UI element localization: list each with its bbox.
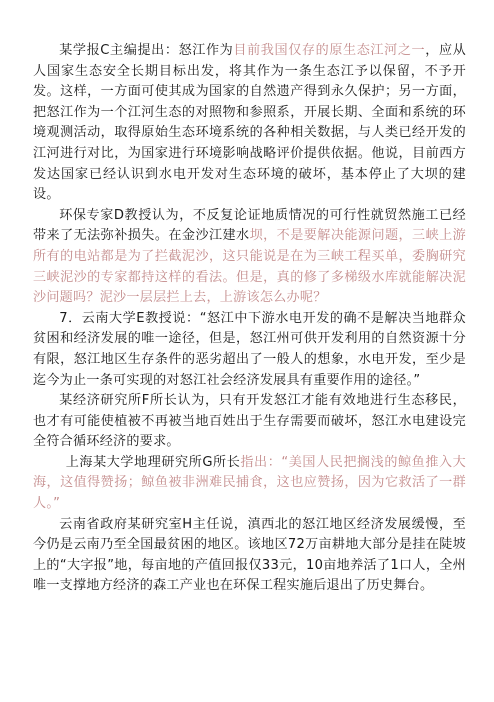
paragraph-f-director [33,391,466,453]
para1-highlight: 目前我国仅存的原生态江河之一 [233,43,426,58]
para2-text-a: 环保专家D教授认为，不反复论证地质情况的可行性就贸然施工已经带来了无法弥补损失。在金沙江建水 [33,207,466,244]
para5-text-a: 上海某大学地理研究所G所长 [65,454,241,470]
para4-text: 某经济研究所F所长认为，只有开发怒江才能有效地进行生态移民，也才有可能使植被不再被当地百姓出于生存需要而破坏，怒江水电建设完全符合循环经济的要求。 [33,393,466,450]
paragraph-g-director [33,453,466,515]
para3-text: 7．云南大学E教授说：“怒江中下游水电开发的确不是解决当地群众贫困和经济发展的唯一途径，但是，怒江州可供开发利用的自然资源十分有限，怒江地区生存条件的恶劣超出了一般人的想象，水电开发，至少是迄今为止一条可实现的对怒江社会经济发展具有重要作用的途径。” [33,310,466,388]
paragraph-d-professor [33,206,466,309]
para2-text-b: 坝，不是要解决能源问题，三峡上游所有的电站都是为了拦截泥沙，这只能说是在为三峡工程买单，委胸研究三峡泥沙的专家都持这样的看法。但是，真的修了多梯级水库就能解决泥沙问题吗？泥沙一层层拦上去，上游该怎么办呢？ [33,228,467,306]
paragraph-c-editor [33,41,466,206]
para1-text-b: ，应从人国家生态安全长期目标出发，将其作为一条生态江予以保留，不予开发。这样，一方面可使其成为国家的自然遗产得到永久保护；另一方面，把怒江作为一个江河生态的对照物和参照系，开展长期、全面和系统的环境观测活动，取得原始生态环境系统的各种相关数据，与人类已经开发的江河进行对比，为国家进行环境影响战略评价提供依据。他说，目前西方发达国家已经认识到水电开发对生态环境的破坏，基本停止了大坝的建设。 [33,43,467,203]
paragraph-h-director [33,515,466,597]
paragraph-e-professor [33,309,466,391]
para6-text: 云南省政府某研究室H主任说，滇西北的怒江地区经济发展缓慢，至今仍是云南乃至全国最贫困的地区。该地区72万亩耕地大部分是挂在陡坡上的“大字报”地，每亩地的产值回报仅33元，10亩地养活了1口人，全州唯一支撑地方经济的森工产业也在环保工程实施后退出了历史舞台。 [33,516,466,594]
para1-text-a: 某学报C主编提出：怒江作为 [59,43,234,58]
para5-text-b: 指出：“美国人民把搁浅的鲸鱼推入大海，这值得赞扬；鲸鱼被非洲难民捕食，这也应赞扬，因为它救活了一群人。” [33,454,466,512]
